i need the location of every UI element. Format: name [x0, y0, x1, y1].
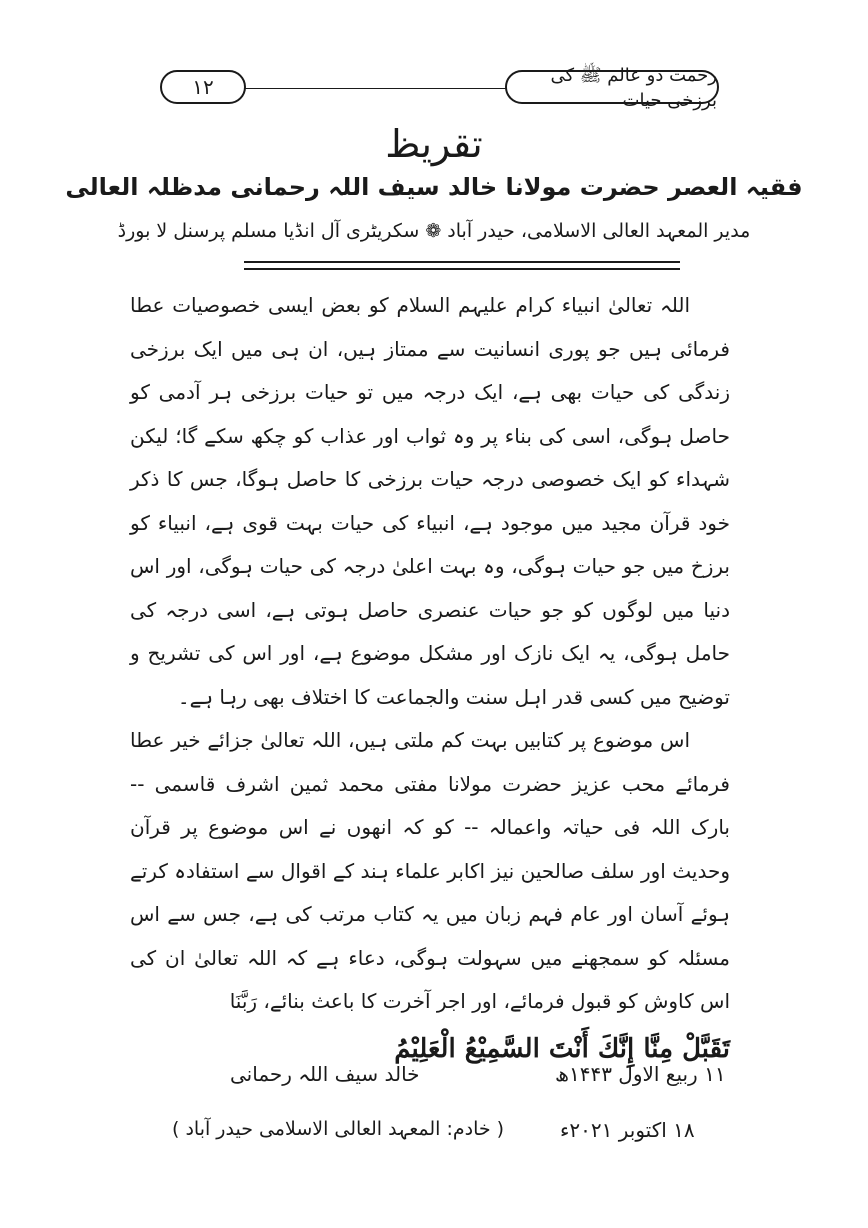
page-number-badge: [160, 70, 246, 104]
signature-name: خالد سیف اللہ رحمانی: [230, 1062, 420, 1086]
page-heading: تقریظ: [385, 122, 483, 166]
page-number: ۱۲: [192, 75, 214, 99]
author-affiliation: مدیر المعہد العالی الاسلامی، حیدر آباد ❁ سکریٹری آل انڈیا مسلم پرسنل لا بورڈ: [117, 220, 751, 242]
signature-designation: ( خادم: المعہد العالی الاسلامی حیدر آباد ): [172, 1118, 505, 1140]
paragraph-1: اللہ تعالیٰ انبیاء کرام علیہم السلام کو بعض ایسی خصوصیات عطا فرمائی ہیں جو پوری انسانیت سے ممتاز ہیں، ان ہی میں ایک برزخی زندگی کی حیات بھی ہے، ایک درجہ میں تو حیات برزخی ہر آدمی کو حاصل ہوگی، اسی کی بناء پر وہ ثواب اور عذاب کو چکھ سکے گا؛ لیکن شہداء کو ایک خصوصی درجہ حیات برزخی کا حاصل ہوگا، جس کا ذکر خود قرآن مجید میں موجود ہے، انبیاء کی حیات بہت قوی ہے، انبیاء کو برزخ میں جو حیات ہوگی، وہ بہت اعلیٰ درجہ کی حیات ہوگی، اور اس دنیا میں لوگوں کو جو حیات عنصری حاصل ہوتی ہے، اسی درجہ کی حامل ہوگی، یہ ایک نازک اور مشکل موضوع ہے، اور اس کی تشریح و توضیح میں کسی قدر اہل سنت والجماعت کا اختلاف بھی رہا ہے۔: [130, 293, 730, 709]
paragraph-2: اس موضوع پر کتابیں بہت کم ملتی ہیں، اللہ تعالیٰ جزائے خیر عطا فرمائے محب عزیز حضرت مولانا مفتی محمد ثمین اشرف قاسمی -- بارک اللہ فی حیاتہ واعمالہ -- کو کہ انھوں نے اس موضوع پر قرآن وحدیث اور سلف صالحین نیز اکابر علماء ہند کے اقوال سے استفادہ کرتے ہوئے آسان اور عام فہم زبان میں یہ کتاب مرتب کی ہے، جس سے اس مسئلہ کو سمجھنے میں سہولت ہوگی، دعاء ہے کہ اللہ تعالیٰ ان کی اس کاوش کو قبول فرمائے، اور اجر آخرت کا باعث بنائے، رَبَّنَا: [130, 728, 730, 1013]
date-hijri: ۱۱ ربیع الاول ۱۴۴۳ھ: [555, 1062, 726, 1086]
running-title: رحمت دو عالم ﷺ کی برزخی حیات: [550, 64, 717, 111]
author-line: فقیہ العصر حضرت مولانا خالد سیف اللہ رحمانی مدظلہ العالی: [65, 173, 803, 201]
running-title-badge: [505, 64, 719, 111]
date-gregorian: ۱۸ اکتوبر ۲۰۲۱ء: [560, 1118, 695, 1142]
arabic-dua: تَقَبَّلْ مِنَّا إِنَّكَ أَنْتَ السَّمِيْعُ الْعَلِيْمُ: [394, 1033, 730, 1064]
taqreez-body: [130, 284, 730, 1074]
separator-line-bottom: [244, 268, 680, 270]
separator-line-top: [244, 261, 680, 263]
